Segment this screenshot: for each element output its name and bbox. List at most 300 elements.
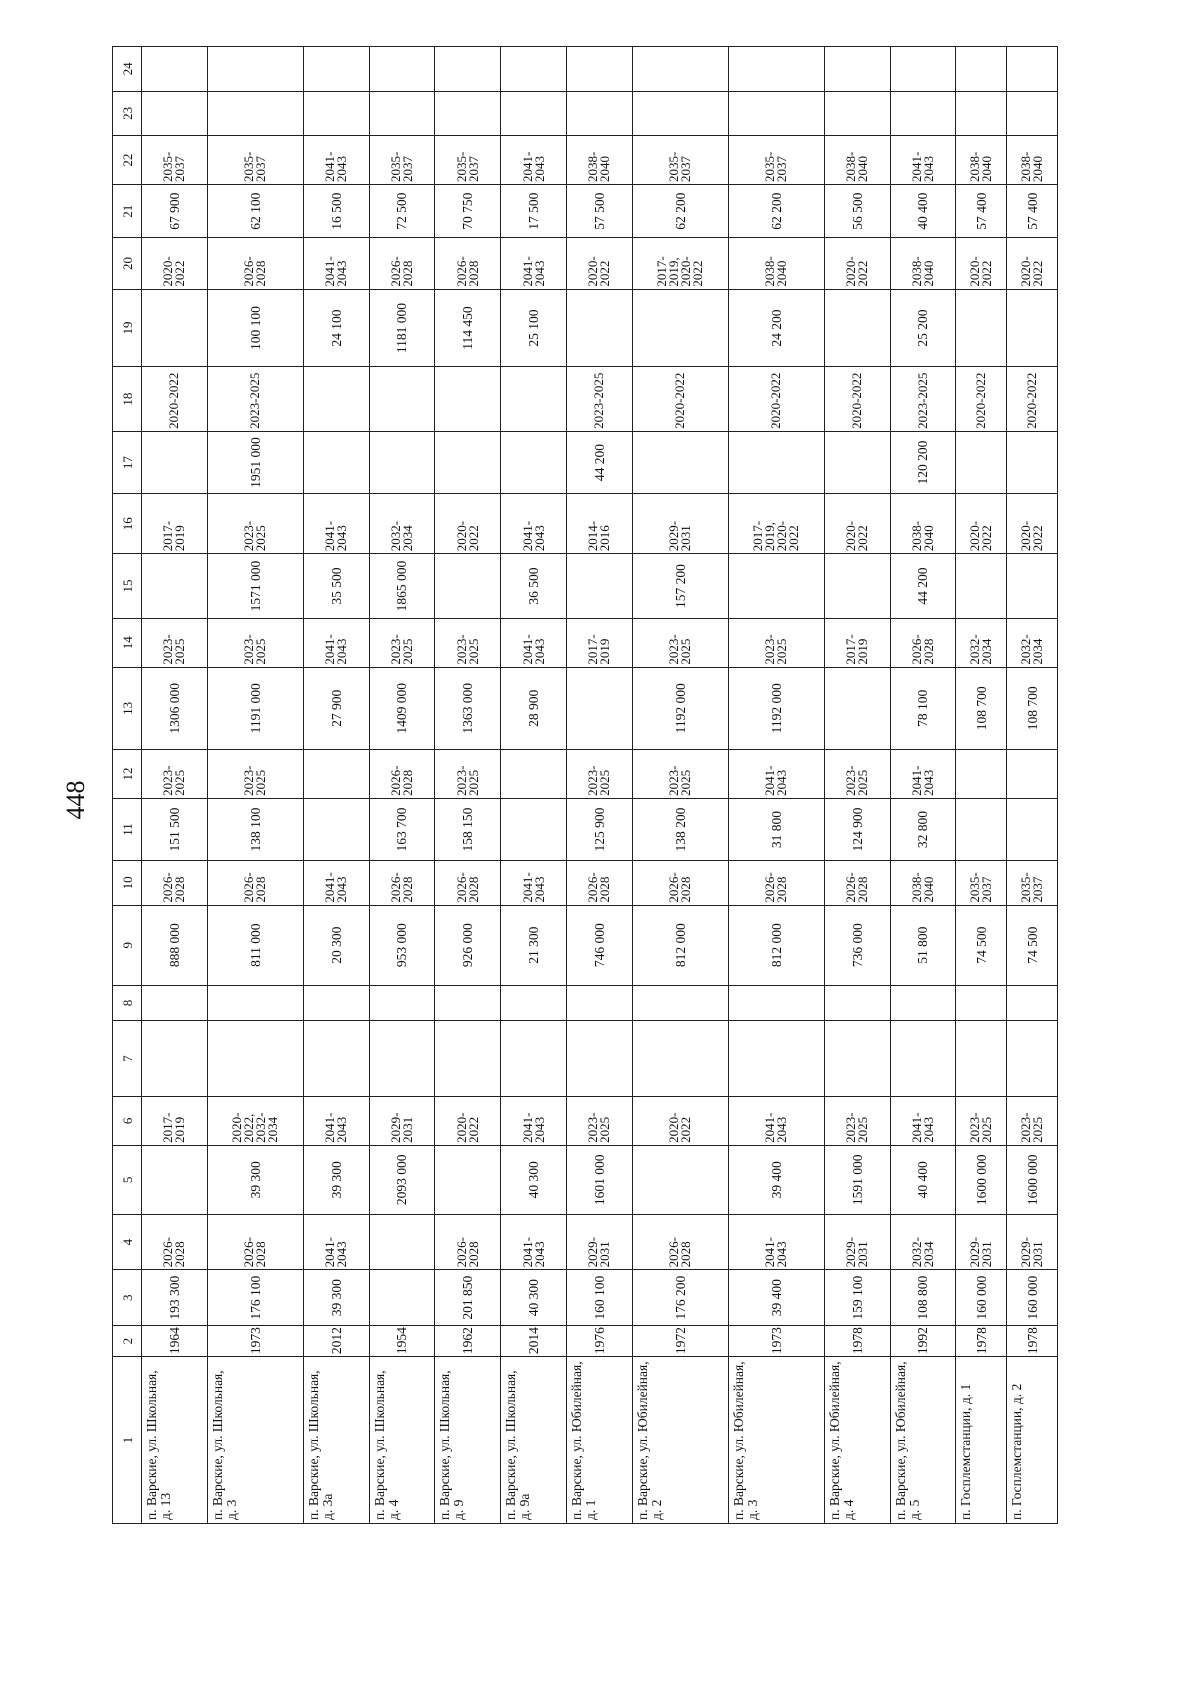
column-number-row [113,47,142,1524]
table-cell [1007,47,1058,92]
table-row [567,47,633,1524]
table-cell [303,431,369,493]
table-cell: 812 000 [632,905,728,985]
table-cell [303,367,369,432]
table-cell: 2026-2028 [728,861,824,905]
table-cell: 811 000 [207,905,303,985]
table-cell: 746 000 [567,905,633,985]
table-cell: 2035-2037 [632,136,728,185]
table-cell: 1600 000 [1007,1145,1058,1214]
table-cell: 2020-2022 [956,494,1007,554]
table-cell: 2023-2025 [824,749,890,798]
table-cell [1007,554,1058,619]
table-cell: 1978 [824,1326,890,1357]
table-cell: 39 300 [303,1270,369,1326]
table-cell: 2020-2022 [728,367,824,432]
table-cell [567,667,633,749]
table-cell: 2041-2043 [890,136,956,185]
table-cell [142,1145,208,1214]
table-cell: 2023-2025 [728,618,824,667]
table-cell: 2017-2019 [824,618,890,667]
table-cell: 176 100 [207,1270,303,1326]
table-cell: 2041-2043 [303,136,369,185]
table-cell: 2020-2022 [142,367,208,432]
table-cell [501,1021,567,1097]
table-cell: 57 500 [567,185,633,238]
table-cell: 78 100 [890,667,956,749]
address-cell: п. Варские, ул. Школьная, д. 4 [369,1357,435,1524]
address-cell: п. Варские, ул. Школьная, д. 9 [435,1357,501,1524]
table-cell: 2026-2028 [567,861,633,905]
table-cell: 1973 [728,1326,824,1357]
table-cell: 1978 [1007,1326,1058,1357]
column-number-header: 14 [113,618,142,667]
table-cell: 2020-2022 [142,238,208,289]
column-number-header: 19 [113,289,142,367]
table-cell [501,749,567,798]
table-cell: 70 750 [435,185,501,238]
address-cell: п. Варские, ул. Школьная, д. 3 [207,1357,303,1524]
table-cell: 67 900 [142,185,208,238]
table-cell [369,985,435,1021]
table-cell: 2035-2037 [207,136,303,185]
table-cell [435,1021,501,1097]
table-cell: 2041-2043 [728,1096,824,1145]
table-cell: 2026-2028 [207,238,303,289]
table-cell [632,47,728,92]
table-cell [369,1214,435,1270]
table-cell: 138 200 [632,798,728,860]
table-cell [501,47,567,92]
table-cell [142,47,208,92]
column-number-header: 2 [113,1326,142,1357]
table-cell: 2032-2034 [956,618,1007,667]
table-cell [956,47,1007,92]
table-cell [1007,91,1058,135]
table-cell [956,289,1007,367]
table-cell: 2020-2022 [632,367,728,432]
table-cell [890,91,956,135]
address-cell: п. Варские, ул. Юбилейная, д. 2 [632,1357,728,1524]
table-cell: 2038-2040 [728,238,824,289]
table-row [1007,47,1058,1524]
table-cell: 2020-2022 [435,494,501,554]
table-cell [956,431,1007,493]
table-cell [303,749,369,798]
table-cell: 2041-2043 [501,1096,567,1145]
table-cell: 160 100 [567,1270,633,1326]
table-cell: 2020-2022 [956,238,1007,289]
table-cell: 1992 [890,1326,956,1357]
table-cell [824,47,890,92]
table-cell: 17 500 [501,185,567,238]
table-cell: 926 000 [435,905,501,985]
table-cell [1007,1021,1058,1097]
table-cell [890,985,956,1021]
table-cell: 1964 [142,1326,208,1357]
table-cell: 108 800 [890,1270,956,1326]
address-cell: п. Варские, ул. Юбилейная, д. 1 [567,1357,633,1524]
table-cell: 2012 [303,1326,369,1357]
table-cell: 20 300 [303,905,369,985]
table-cell: 157 200 [632,554,728,619]
table-cell: 39 400 [728,1145,824,1214]
table-cell: 2020-2022 [824,238,890,289]
table-cell [501,985,567,1021]
table-cell: 2017-2019 [142,494,208,554]
table-cell: 40 400 [890,185,956,238]
table-cell: 2026-2028 [369,861,435,905]
table-cell [1007,431,1058,493]
table-cell: 72 500 [369,185,435,238]
table-cell: 62 200 [728,185,824,238]
table-cell: 1973 [207,1326,303,1357]
table-cell: 2035-2037 [1007,861,1058,905]
table-row [303,47,369,1524]
table-cell: 2035-2037 [435,136,501,185]
table-cell: 2023-2025 [207,494,303,554]
table-cell: 2026-2028 [142,1214,208,1270]
column-number-header: 13 [113,667,142,749]
column-number-header: 4 [113,1214,142,1270]
table-cell: 2023-2025 [435,618,501,667]
table-cell [369,1021,435,1097]
table-cell [435,367,501,432]
table-cell: 51 800 [890,905,956,985]
table-cell: 2041-2043 [501,238,567,289]
table-cell [567,554,633,619]
table-cell [567,91,633,135]
table-cell: 2023-2025 [567,749,633,798]
address-cell: п. Варские, ул. Юбилейная, д. 5 [890,1357,956,1524]
table-cell [890,1021,956,1097]
table-cell: 2023-2025 [142,749,208,798]
table-cell: 21 300 [501,905,567,985]
table-cell: 2041-2043 [303,861,369,905]
table-cell: 25 200 [890,289,956,367]
column-number-header: 17 [113,431,142,493]
table-cell [303,798,369,860]
table-cell: 2020-2022 [632,1096,728,1145]
table-cell: 2023-2025 [435,749,501,798]
column-number-header: 18 [113,367,142,432]
table-cell: 74 500 [1007,905,1058,985]
table-cell: 1978 [956,1326,1007,1357]
table-cell: 736 000 [824,905,890,985]
table-cell: 24 100 [303,289,369,367]
table-cell: 160 000 [956,1270,1007,1326]
table-cell [632,1021,728,1097]
table-cell: 2020-2022 [435,1096,501,1145]
table-cell [632,91,728,135]
table-cell: 2041-2043 [890,1096,956,1145]
table-cell: 2017-2019, 2020-2022 [632,238,728,289]
table-cell: 2038-2040 [890,238,956,289]
table-cell [567,1021,633,1097]
column-number-header: 6 [113,1096,142,1145]
table-cell [824,289,890,367]
table-cell [824,554,890,619]
table-cell [142,1021,208,1097]
table-cell: 2023-2025 [632,749,728,798]
table-cell: 24 200 [728,289,824,367]
table-cell [824,91,890,135]
table-cell: 62 100 [207,185,303,238]
table-cell [303,985,369,1021]
table-cell: 2026-2028 [824,861,890,905]
table-cell: 2026-2028 [632,1214,728,1270]
table-cell: 201 850 [435,1270,501,1326]
table-cell [435,554,501,619]
table-cell [303,1021,369,1097]
table-row [435,47,501,1524]
table-cell: 2029-2031 [824,1214,890,1270]
table-cell: 56 500 [824,185,890,238]
table-cell [207,47,303,92]
table-cell [435,1145,501,1214]
table-cell: 163 700 [369,798,435,860]
table-cell: 2029-2031 [632,494,728,554]
table-cell [567,985,633,1021]
table-row [890,47,956,1524]
table-cell [369,431,435,493]
table-cell: 1951 000 [207,431,303,493]
table-cell [435,91,501,135]
table-cell [501,91,567,135]
table-cell: 114 450 [435,289,501,367]
table-cell: 2029-2031 [369,1096,435,1145]
table-cell: 2032-2034 [890,1214,956,1270]
table-cell: 2020-2022 [956,367,1007,432]
table-cell [142,554,208,619]
table-cell: 2041-2043 [890,749,956,798]
address-cell: п. Варские, ул. Школьная, д. 3а [303,1357,369,1524]
table-cell: 2023-2025 [1007,1096,1058,1145]
table-cell [824,1021,890,1097]
table-cell [824,985,890,1021]
table-cell: 2029-2031 [1007,1214,1058,1270]
table-cell: 35 500 [303,554,369,619]
table-cell: 57 400 [1007,185,1058,238]
table-cell [890,47,956,92]
table-cell [303,91,369,135]
column-number-header: 21 [113,185,142,238]
column-number-header: 16 [113,494,142,554]
table-cell [142,985,208,1021]
table-cell: 2032-2034 [369,494,435,554]
table-cell [632,985,728,1021]
table-cell [728,1021,824,1097]
table-cell: 193 300 [142,1270,208,1326]
table-cell: 44 200 [890,554,956,619]
table-cell: 40 300 [501,1145,567,1214]
address-cell: п. Варские, ул. Школьная, д. 13 [142,1357,208,1524]
table-cell: 2023-2025 [207,749,303,798]
table-cell: 16 500 [303,185,369,238]
column-number-header: 22 [113,136,142,185]
table-cell [632,431,728,493]
table-cell [728,91,824,135]
table-cell: 2014 [501,1326,567,1357]
table-cell: 1409 000 [369,667,435,749]
column-number-header: 7 [113,1021,142,1097]
table-cell [956,91,1007,135]
table-cell: 124 900 [824,798,890,860]
address-cell: п. Варские, ул. Школьная, д. 9а [501,1357,567,1524]
column-number-header: 24 [113,47,142,92]
table-cell: 2041-2043 [303,618,369,667]
table-cell: 2035-2037 [728,136,824,185]
table-cell: 2038-2040 [824,136,890,185]
table-cell: 2026-2028 [142,861,208,905]
table-cell [207,91,303,135]
table-cell: 2041-2043 [501,861,567,905]
table-cell: 176 200 [632,1270,728,1326]
column-number-header: 3 [113,1270,142,1326]
table-cell: 2038-2040 [567,136,633,185]
table-cell: 2041-2043 [728,1214,824,1270]
table-cell: 1571 000 [207,554,303,619]
table-cell [956,798,1007,860]
table-cell: 108 700 [1007,667,1058,749]
table-row [956,47,1007,1524]
table-cell: 1954 [369,1326,435,1357]
column-number-header: 15 [113,554,142,619]
table-row [501,47,567,1524]
table-cell [1007,289,1058,367]
column-number-header: 23 [113,91,142,135]
column-number-header: 10 [113,861,142,905]
table-cell: 2041-2043 [501,618,567,667]
table-cell: 31 800 [728,798,824,860]
table-cell: 44 200 [567,431,633,493]
table-cell: 125 900 [567,798,633,860]
table-row [632,47,728,1524]
table-cell [728,985,824,1021]
table-cell: 2041-2043 [303,1096,369,1145]
table-cell [369,1270,435,1326]
table-cell: 108 700 [956,667,1007,749]
table-cell [501,431,567,493]
table-cell [1007,749,1058,798]
table-cell [369,367,435,432]
table-cell [824,667,890,749]
table-cell [728,47,824,92]
table-cell [632,289,728,367]
table-cell [142,289,208,367]
table-cell: 2023-2025 [567,1096,633,1145]
rotated-table-container [112,46,1058,1524]
column-number-header: 5 [113,1145,142,1214]
table-cell: 2023-2025 [142,618,208,667]
table-cell: 25 100 [501,289,567,367]
table-cell: 1600 000 [956,1145,1007,1214]
table-cell: 1191 000 [207,667,303,749]
table-cell: 2026-2028 [207,861,303,905]
table-cell: 1976 [567,1326,633,1357]
table-cell: 2020-2022 [824,494,890,554]
column-number-header: 1 [113,1357,142,1524]
address-cell: п. Варские, ул. Юбилейная, д. 4 [824,1357,890,1524]
table-cell: 2041-2043 [501,494,567,554]
table-cell: 2020-2022 [1007,367,1058,432]
table-cell [303,47,369,92]
column-number-header: 11 [113,798,142,860]
table-cell: 39 300 [303,1145,369,1214]
table-row [207,47,303,1524]
table-cell: 2026-2028 [369,238,435,289]
table-cell: 2035-2037 [142,136,208,185]
table-cell: 2023-2025 [824,1096,890,1145]
table-cell: 2014-2016 [567,494,633,554]
table-cell: 2038-2040 [890,494,956,554]
table-cell: 2035-2037 [956,861,1007,905]
table-cell: 2017-2019 [142,1096,208,1145]
table-cell: 57 400 [956,185,1007,238]
table-cell: 2023-2025 [207,367,303,432]
table-cell: 39 300 [207,1145,303,1214]
column-number-header: 9 [113,905,142,985]
table-cell: 158 150 [435,798,501,860]
table-cell: 2041-2043 [303,494,369,554]
table-cell: 74 500 [956,905,1007,985]
table-cell: 2017-2019 [567,618,633,667]
table-cell: 39 400 [728,1270,824,1326]
table-cell [728,554,824,619]
table-cell: 2026-2028 [435,861,501,905]
table-cell: 2041-2043 [303,238,369,289]
table-cell: 2020-2022 [824,367,890,432]
address-cell: п. Госплемстанции, д. 2 [1007,1357,1058,1524]
table-cell: 2035-2037 [369,136,435,185]
table-cell [369,47,435,92]
table-cell [142,91,208,135]
table-cell: 888 000 [142,905,208,985]
table-cell: 2026-2028 [207,1214,303,1270]
table-cell [824,431,890,493]
table-cell: 2023-2025 [632,618,728,667]
table-cell: 953 000 [369,905,435,985]
table-cell: 2026-2028 [632,861,728,905]
table-cell: 100 100 [207,289,303,367]
table-cell: 2026-2028 [890,618,956,667]
table-cell: 2020-2022, 2032-2034 [207,1096,303,1145]
table-cell: 2041-2043 [728,749,824,798]
table-cell [956,1021,1007,1097]
table-cell [435,431,501,493]
table-cell [435,47,501,92]
table-cell: 2041-2043 [303,1214,369,1270]
table-cell: 32 800 [890,798,956,860]
table-cell [435,985,501,1021]
table-cell: 2032-2034 [1007,618,1058,667]
table-cell: 1192 000 [632,667,728,749]
table-cell: 28 900 [501,667,567,749]
table-cell: 1865 000 [369,554,435,619]
repair-schedule-table [112,46,1058,1524]
table-cell: 1306 000 [142,667,208,749]
table-cell [1007,798,1058,860]
table-row [824,47,890,1524]
table-cell: 2026-2028 [435,1214,501,1270]
table-cell: 159 100 [824,1270,890,1326]
address-cell: п. Госплемстанции, д. 1 [956,1357,1007,1524]
table-cell: 2038-2040 [1007,136,1058,185]
table-cell: 2026-2028 [435,238,501,289]
table-cell: 40 400 [890,1145,956,1214]
table-cell: 62 200 [632,185,728,238]
table-cell [207,1021,303,1097]
